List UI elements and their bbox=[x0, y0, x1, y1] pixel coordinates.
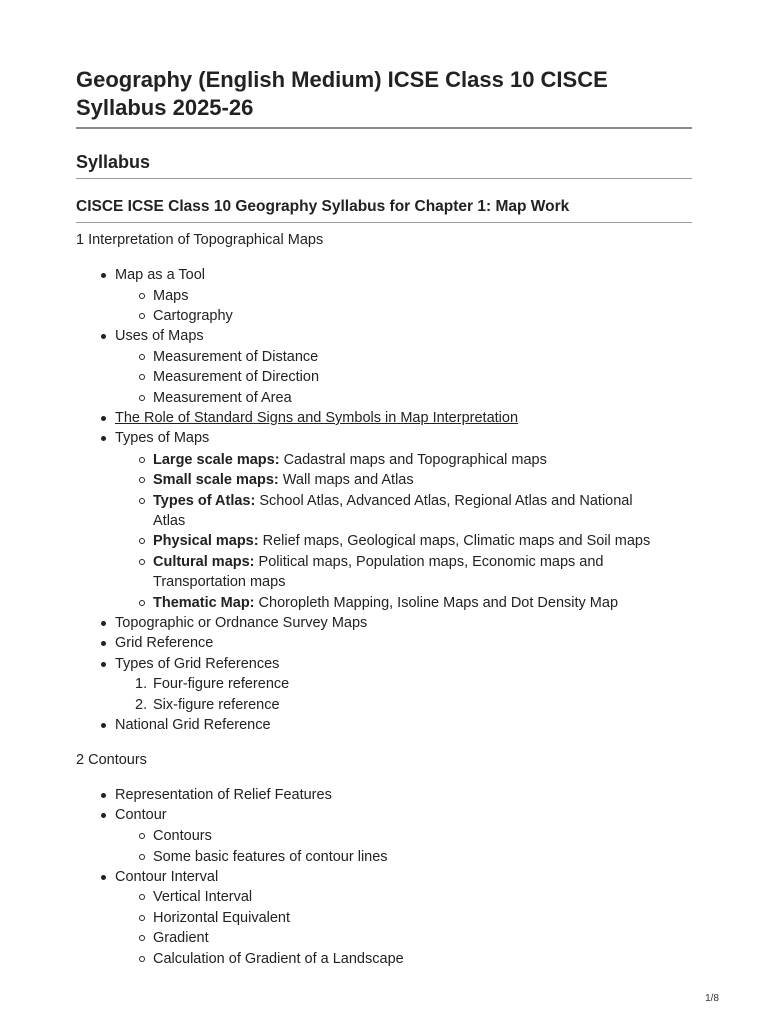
list-item: Measurement of Distance bbox=[153, 349, 319, 365]
title-divider bbox=[76, 127, 692, 129]
list-item: Contour bbox=[115, 807, 167, 823]
item-text: Six-figure reference bbox=[153, 697, 280, 713]
term-text: Political maps, Population maps, Economic maps and bbox=[254, 554, 604, 570]
list-item: Representation of Relief Features bbox=[115, 787, 332, 803]
list-item: Types of Maps bbox=[115, 430, 210, 446]
list-item: Maps bbox=[153, 288, 189, 304]
list-item: Contour Interval bbox=[115, 869, 219, 885]
list-item bbox=[153, 491, 633, 511]
list-item: Topographic or Ordnance Survey Maps bbox=[115, 615, 368, 631]
term-label: Large scale maps: bbox=[153, 452, 280, 468]
section-divider bbox=[76, 178, 692, 179]
list-item bbox=[135, 674, 290, 694]
list-item: Horizontal Equivalent bbox=[153, 910, 291, 926]
list-item bbox=[153, 552, 604, 572]
list-item: Vertical Interval bbox=[153, 889, 253, 905]
list-item-continuation: Transportation maps bbox=[153, 574, 286, 590]
role-signs-link[interactable]: The Role of Standard Signs and Symbols in Map Interpretation bbox=[115, 410, 519, 426]
list-item bbox=[153, 593, 618, 613]
topic-heading-1: 1 Interpretation of Topographical Maps bbox=[76, 232, 324, 248]
page-title: Geography (English Medium) ICSE Class 10 CISCE Syllabus 2025-26 bbox=[76, 67, 608, 120]
term-text: Wall maps and Atlas bbox=[278, 472, 414, 488]
list-item: Map as a Tool bbox=[115, 267, 206, 283]
term-text: Choropleth Mapping, Isoline Maps and Dot Density Map bbox=[254, 595, 619, 611]
list-item bbox=[153, 531, 650, 551]
term-label: Physical maps: bbox=[153, 533, 259, 549]
list-item bbox=[153, 450, 547, 470]
list-item: Measurement of Direction bbox=[153, 369, 320, 385]
chapter-heading: CISCE ICSE Class 10 Geography Syllabus for Chapter 1: Map Work bbox=[76, 198, 570, 215]
chapter-divider bbox=[76, 222, 692, 223]
list-item: Gradient bbox=[153, 930, 209, 946]
term-label: Thematic Map: bbox=[153, 595, 255, 611]
section-heading: Syllabus bbox=[76, 152, 151, 172]
list-item: Contours bbox=[153, 828, 212, 844]
term-label: Types of Atlas: bbox=[153, 493, 256, 509]
term-text: School Atlas, Advanced Atlas, Regional Atlas and National bbox=[255, 493, 633, 509]
list-item: Types of Grid References bbox=[115, 656, 280, 672]
topic-heading-2: 2 Contours bbox=[76, 752, 147, 768]
term-label: Small scale maps: bbox=[153, 472, 279, 488]
list-item: Calculation of Gradient of a Landscape bbox=[153, 951, 404, 967]
list-number: 1. bbox=[135, 676, 148, 692]
list-item-continuation: Atlas bbox=[153, 513, 186, 529]
term-text: Relief maps, Geological maps, Climatic maps and Soil maps bbox=[258, 533, 651, 549]
list-number: 2. bbox=[135, 697, 148, 713]
list-item: Cartography bbox=[153, 308, 233, 324]
term-label: Cultural maps: bbox=[153, 554, 255, 570]
list-item bbox=[115, 408, 518, 428]
list-item: National Grid Reference bbox=[115, 717, 271, 733]
list-item: Some basic features of contour lines bbox=[153, 849, 388, 865]
list-item: Measurement of Area bbox=[153, 390, 292, 406]
list-item bbox=[153, 470, 414, 490]
list-item: Grid Reference bbox=[115, 635, 214, 651]
list-item: Uses of Maps bbox=[115, 328, 204, 344]
page-number: 1/8 bbox=[705, 993, 719, 1004]
list-item bbox=[135, 695, 280, 715]
item-text: Four-figure reference bbox=[153, 676, 290, 692]
term-text: Cadastral maps and Topographical maps bbox=[279, 452, 547, 468]
